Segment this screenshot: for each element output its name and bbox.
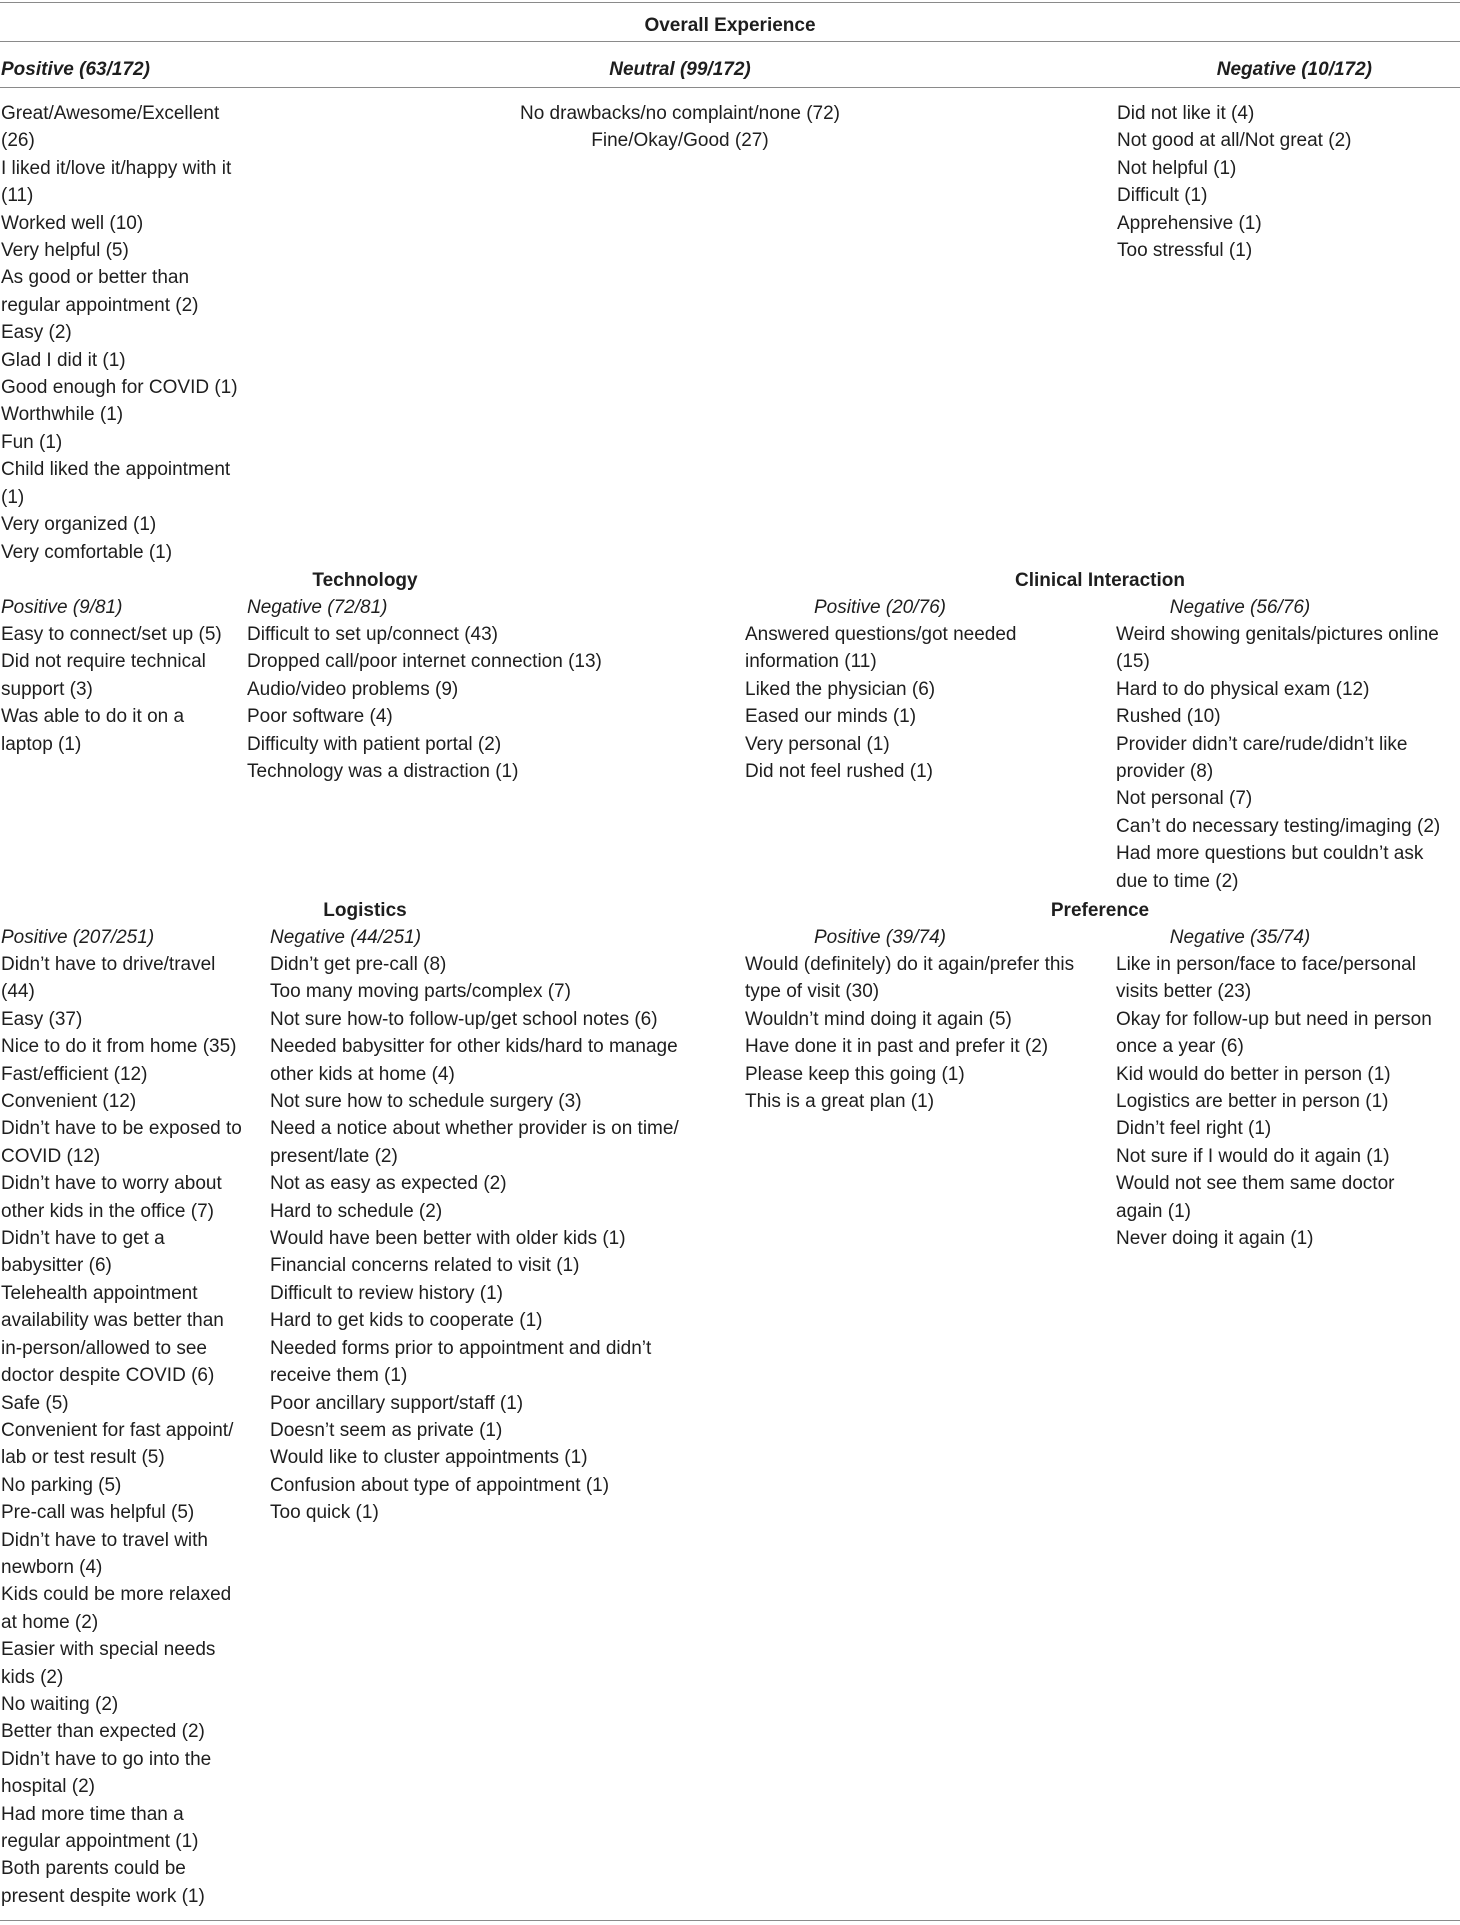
- list-line: Answered questions/got needed: [745, 624, 1017, 645]
- overall-neutral-header: Neutral (99/172): [609, 59, 751, 80]
- list-line: Very organized (1): [1, 514, 157, 536]
- list-line: Would like to cluster appointments (1): [270, 1447, 588, 1469]
- preference-negative-header: Negative (35/74): [1169, 927, 1311, 948]
- list-line: Worked well (10): [1, 212, 144, 234]
- list-line: Glad I did it (1): [1, 349, 126, 371]
- list-line: Kids could be more relaxed: [1, 1584, 232, 1606]
- list-line: Didn’t have to be exposed to: [1, 1118, 242, 1140]
- list-line: Audio/video problems (9): [247, 678, 459, 700]
- list-line: Can’t do necessary testing/imaging (2): [1116, 815, 1441, 837]
- clinical-positive-header: Positive (20/76): [813, 597, 946, 618]
- list-line: Difficult to review history (1): [270, 1282, 503, 1304]
- list-line: Did not like it (4): [1117, 103, 1255, 124]
- list-line: Logistics are better in person (1): [1116, 1091, 1389, 1113]
- list-line: Apprehensive (1): [1117, 212, 1262, 234]
- list-line: Not good at all/Not great (2): [1117, 130, 1352, 152]
- list-line: newborn (4): [1, 1556, 103, 1578]
- list-line: Had more questions but couldn’t ask: [1116, 843, 1424, 865]
- list-line: Nice to do it from home (35): [1, 1036, 237, 1058]
- list-line: doctor despite COVID (6): [1, 1365, 215, 1387]
- subheader-rule: [0, 87, 1460, 88]
- list-line: kids (2): [1, 1666, 64, 1688]
- logistics-positive-list: [1, 951, 242, 1910]
- list-line: Good enough for COVID (1): [1, 377, 238, 399]
- list-line: in-person/allowed to see: [1, 1337, 207, 1359]
- list-line: I liked it/love it/happy with it: [1, 157, 232, 179]
- list-line: other kids at home (4): [270, 1063, 455, 1085]
- list-line: Too quick (1): [270, 1502, 379, 1524]
- list-line: present/late (2): [270, 1145, 398, 1167]
- list-line: hospital (2): [1, 1776, 95, 1798]
- list-line: Not personal (7): [1116, 788, 1253, 810]
- technology-negative-list: [247, 621, 602, 785]
- clinical-negative-header: Negative (56/76): [1169, 597, 1311, 618]
- list-line: provider (8): [1116, 761, 1214, 783]
- list-line: Not as easy as expected (2): [270, 1173, 507, 1195]
- overall-negative-list: [1117, 100, 1351, 264]
- list-line: Liked the physician (6): [745, 678, 936, 700]
- list-line: COVID (12): [1, 1145, 101, 1167]
- list-line: Easy to connect/set up (5): [1, 624, 222, 645]
- list-line: Fast/efficient (12): [1, 1063, 148, 1085]
- list-line: Did not require technical: [1, 651, 206, 673]
- section-title-logistics: Logistics: [323, 900, 407, 921]
- list-line: present despite work (1): [1, 1885, 205, 1907]
- list-line: Too stressful (1): [1117, 240, 1253, 262]
- overall-neutral-list: [480, 100, 880, 155]
- section-title-overall: Overall Experience: [644, 15, 816, 36]
- list-line: Like in person/face to face/personal: [1116, 954, 1416, 975]
- list-line: No waiting (2): [1, 1693, 119, 1715]
- list-line: Hard to schedule (2): [270, 1200, 443, 1222]
- list-line: lab or test result (5): [1, 1447, 165, 1469]
- list-line: Need a notice about whether provider is on time/: [270, 1118, 679, 1140]
- list-line: Technology was a distraction (1): [247, 761, 519, 783]
- bottom-rule: [0, 1920, 1460, 1921]
- list-line: Child liked the appointment: [1, 459, 231, 481]
- list-line: again (1): [1116, 1200, 1191, 1222]
- preference-negative-list: [1116, 951, 1432, 1252]
- list-line: (44): [1, 981, 35, 1003]
- list-line: laptop (1): [1, 733, 82, 755]
- list-line: Very helpful (5): [1, 240, 129, 262]
- list-line: Didn’t feel right (1): [1116, 1118, 1272, 1140]
- list-line: Didn’t have to drive/travel: [1, 954, 216, 975]
- list-line: Great/Awesome/Excellent: [1, 103, 220, 124]
- list-line: Would not see them same doctor: [1116, 1173, 1395, 1195]
- section-title-clinical: Clinical Interaction: [1015, 570, 1185, 591]
- list-line: Telehealth appointment: [1, 1282, 198, 1304]
- list-line: other kids in the office (7): [1, 1200, 214, 1222]
- list-line: Financial concerns related to visit (1): [270, 1255, 580, 1277]
- list-line: once a year (6): [1116, 1036, 1244, 1058]
- list-line: Kid would do better in person (1): [1116, 1063, 1391, 1085]
- list-line: Fine/Okay/Good (27): [591, 130, 769, 152]
- list-line: Wouldn’t mind doing it again (5): [745, 1008, 1012, 1030]
- list-line: Difficult to set up/connect (43): [247, 624, 498, 645]
- logistics-negative-list: [270, 951, 679, 1527]
- list-line: This is a great plan (1): [745, 1091, 935, 1113]
- list-line: Safe (5): [1, 1392, 69, 1414]
- list-line: Eased our minds (1): [745, 706, 917, 728]
- list-line: Never doing it again (1): [1116, 1228, 1314, 1250]
- list-line: Too many moving parts/complex (7): [270, 981, 571, 1003]
- preference-positive-list: [745, 951, 1074, 1115]
- overall-positive-list: [1, 100, 238, 566]
- list-line: Difficult (1): [1117, 185, 1208, 207]
- list-line: (11): [1, 185, 34, 207]
- clinical-negative-list: [1116, 621, 1440, 895]
- list-line: receive them (1): [270, 1365, 408, 1387]
- list-line: availability was better than: [1, 1310, 224, 1332]
- list-line: Was able to do it on a: [1, 706, 185, 728]
- list-line: Easy (2): [1, 322, 72, 344]
- list-line: Didn’t get pre-call (8): [270, 954, 447, 975]
- section-title-preference: Preference: [1050, 900, 1150, 921]
- list-line: Not sure if I would do it again (1): [1116, 1145, 1390, 1167]
- section-title-technology: Technology: [312, 570, 418, 591]
- technology-positive-list: [1, 621, 222, 758]
- list-line: type of visit (30): [745, 981, 880, 1003]
- list-line: Hard to get kids to cooperate (1): [270, 1310, 543, 1332]
- list-line: Have done it in past and prefer it (2): [745, 1036, 1049, 1058]
- list-line: Pre-call was helpful (5): [1, 1502, 195, 1524]
- list-line: Convenient for fast appoint/: [1, 1419, 234, 1441]
- list-line: Better than expected (2): [1, 1721, 205, 1743]
- list-line: babysitter (6): [1, 1255, 112, 1277]
- list-line: Poor software (4): [247, 706, 393, 728]
- list-line: Okay for follow-up but need in person: [1116, 1008, 1432, 1030]
- list-line: Needed forms prior to appointment and didn’t: [270, 1337, 652, 1359]
- list-line: No parking (5): [1, 1474, 122, 1496]
- list-line: support (3): [1, 678, 93, 700]
- list-line: Would have been better with older kids (1): [270, 1228, 626, 1250]
- list-line: (15): [1116, 651, 1150, 673]
- list-line: Very comfortable (1): [1, 541, 173, 563]
- overall-positive-header: Positive (63/172): [1, 59, 150, 80]
- list-line: Needed babysitter for other kids/hard to manage: [270, 1036, 678, 1058]
- list-line: Rushed (10): [1116, 706, 1221, 728]
- list-line: Both parents could be: [1, 1858, 186, 1880]
- top-rule: [0, 2, 1460, 3]
- list-line: Convenient (12): [1, 1091, 137, 1113]
- list-line: Hard to do physical exam (12): [1116, 678, 1370, 700]
- list-line: Not sure how to schedule surgery (3): [270, 1091, 582, 1113]
- list-line: No drawbacks/no complaint/none (72): [519, 103, 840, 124]
- logistics-positive-header: Positive (207/251): [1, 927, 155, 948]
- list-line: Not sure how-to follow-up/get school notes (6): [270, 1008, 658, 1030]
- list-line: Poor ancillary support/staff (1): [270, 1392, 524, 1414]
- list-line: Didn’t have to go into the: [1, 1748, 212, 1770]
- list-line: Weird showing genitals/pictures online: [1116, 624, 1439, 645]
- list-line: Confusion about type of appointment (1): [270, 1474, 610, 1496]
- list-line: at home (2): [1, 1611, 99, 1633]
- list-line: information (11): [745, 651, 877, 673]
- logistics-negative-header: Negative (44/251): [270, 927, 422, 948]
- list-line: Did not feel rushed (1): [745, 761, 933, 783]
- list-line: Easy (37): [1, 1008, 83, 1030]
- technology-positive-header: Positive (9/81): [1, 597, 123, 618]
- list-line: (26): [1, 130, 35, 152]
- list-line: visits better (23): [1116, 981, 1252, 1003]
- technology-negative-header: Negative (72/81): [247, 597, 388, 618]
- list-line: due to time (2): [1116, 870, 1239, 892]
- overall-negative-header: Negative (10/172): [1216, 59, 1372, 80]
- list-line: regular appointment (2): [1, 294, 199, 316]
- list-line: Didn’t have to travel with: [1, 1529, 208, 1551]
- list-line: Doesn’t seem as private (1): [270, 1419, 503, 1441]
- list-line: Didn’t have to get a: [1, 1228, 165, 1250]
- list-line: Didn’t have to worry about: [1, 1173, 222, 1195]
- list-line: Very personal (1): [745, 733, 890, 755]
- list-line: Fun (1): [1, 431, 63, 453]
- list-line: Dropped call/poor internet connection (13): [247, 651, 602, 673]
- list-line: As good or better than: [1, 267, 190, 289]
- list-line: Difficulty with patient portal (2): [247, 733, 502, 755]
- header-rule: [0, 41, 1460, 42]
- preference-positive-header: Positive (39/74): [813, 927, 946, 948]
- list-line: (1): [1, 486, 25, 508]
- list-line: Worthwhile (1): [1, 404, 124, 426]
- list-line: regular appointment (1): [1, 1831, 199, 1852]
- list-line: Please keep this going (1): [745, 1063, 965, 1085]
- list-line: Easier with special needs: [1, 1639, 216, 1661]
- list-line: Had more time than a: [1, 1803, 184, 1825]
- list-line: Provider didn’t care/rude/didn’t like: [1116, 733, 1408, 755]
- list-line: Would (definitely) do it again/prefer this: [745, 954, 1075, 975]
- clinical-positive-list: [745, 621, 1016, 785]
- list-line: Not helpful (1): [1117, 157, 1237, 179]
